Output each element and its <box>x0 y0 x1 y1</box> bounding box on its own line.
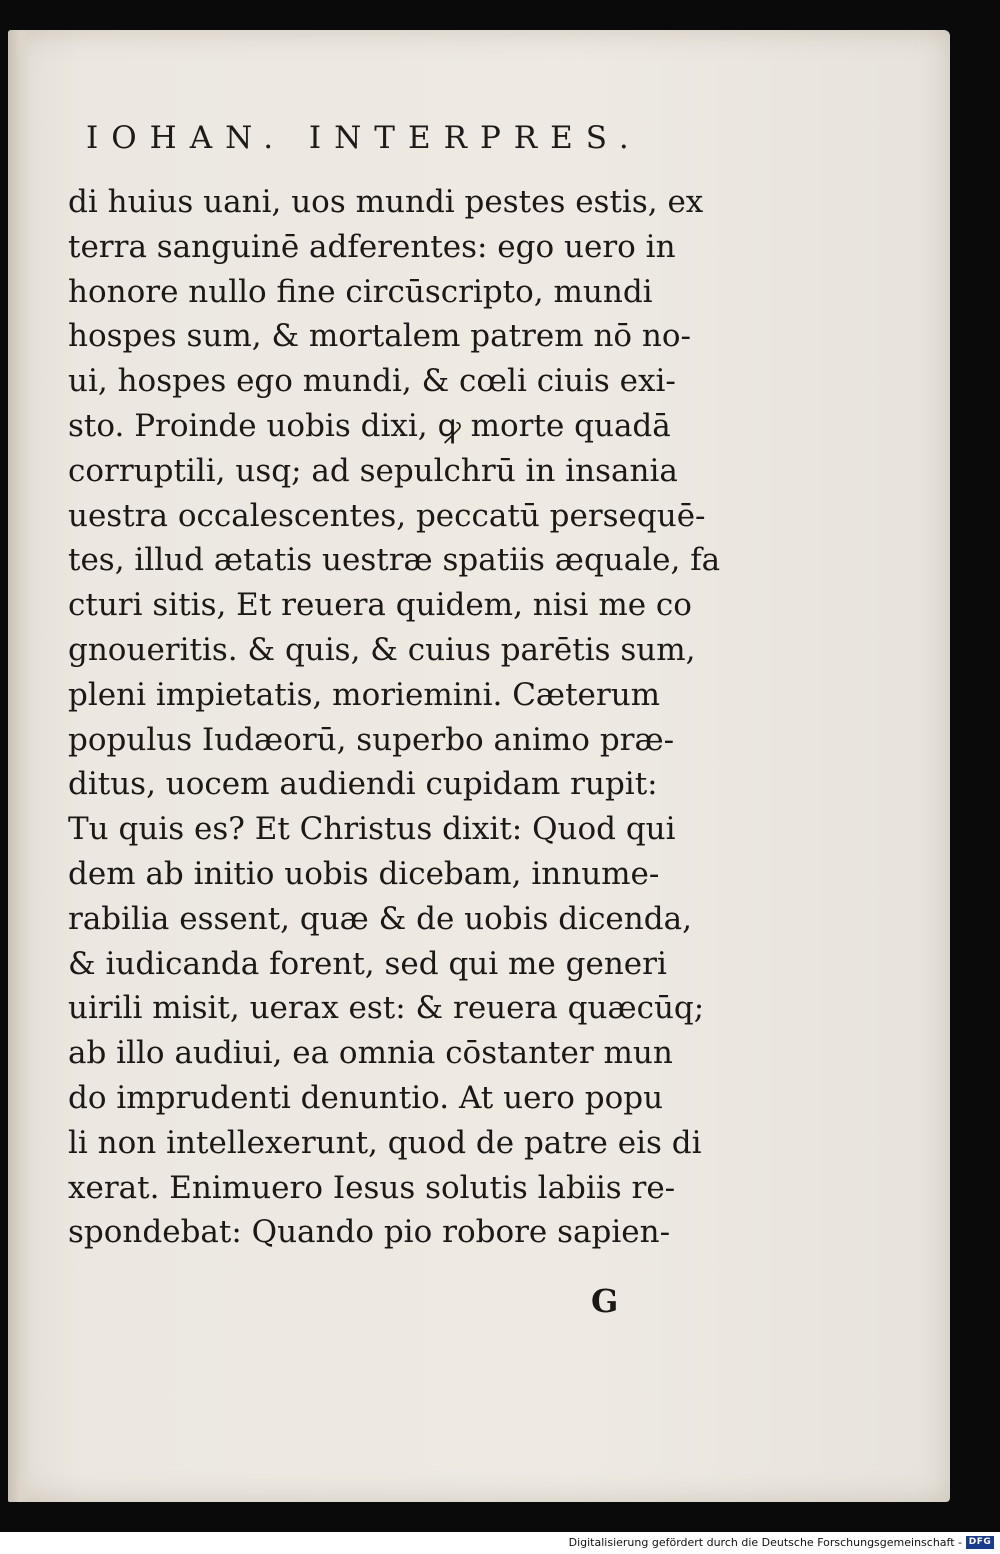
text-line: rabilia essent, quæ & de uobis dicenda, <box>68 900 692 937</box>
text-line: terra sanguinē adferentes: ego uero in <box>68 228 676 265</box>
running-head: IOHAN. INTERPRES. <box>86 120 642 156</box>
text-line: do imprudenti denuntio. At uero popu <box>68 1079 664 1116</box>
text-line: spondebat: Quando pio robore sapien- <box>68 1214 671 1251</box>
text-line: li non intellexerunt, quod de patre eis di <box>68 1124 702 1161</box>
text-line: uirili misit, uerax est: & reuera quæcūq; <box>68 990 705 1027</box>
text-line: corruptili, usq; ad sepulchrū in insania <box>68 452 678 489</box>
text-line: xerat. Enimuero Iesus solutis labiis re- <box>68 1169 676 1206</box>
book-page <box>8 30 950 1502</box>
text-line: dem ab initio uobis dicebam, innume- <box>68 855 660 892</box>
text-line: uestra occalescentes, peccatū persequē- <box>68 497 706 534</box>
page-gutter-edge <box>8 30 30 1502</box>
text-line: di huius uani, uos mundi pestes estis, ex <box>68 184 704 220</box>
text-line: ab illo audiui, ea omnia cōstanter mun <box>68 1035 673 1072</box>
text-line: sto. Proinde uobis dixi, ꝙ morte quadā <box>68 407 671 444</box>
footer-bar <box>0 1532 1000 1554</box>
text-line: gnoueritis. & quis, & cuius parētis sum, <box>68 631 696 668</box>
dfg-logo-icon: DFG <box>966 1536 994 1549</box>
text-line: hospes sum, & mortalem patrem nō no- <box>68 318 692 355</box>
text-line: ui, hospes ego mundi, & cœli ciuis exi- <box>68 363 676 400</box>
text-line: ditus, uocem audiendi cupidam rupit: <box>68 766 658 803</box>
signature-mark: G <box>591 1282 619 1320</box>
text-line: tes, illud ætatis uestræ spatiis æquale, fa <box>68 542 721 579</box>
text-line: & iudicanda forent, sed qui me generi <box>68 945 667 982</box>
text-line: Tu quis es? Et Christus dixit: Quod qui <box>68 811 676 848</box>
body-text <box>68 180 721 1255</box>
text-line: cturi sitis, Et reuera quidem, nisi me co <box>68 587 692 624</box>
text-line: honore nullo fine circūscripto, mundi <box>68 273 653 310</box>
text-line: pleni impietatis, moriemini. Cæterum <box>68 676 661 713</box>
funding-notice: Digitalisierung gefördert durch die Deutsche Forschungsgemeinschaft - <box>568 1536 962 1549</box>
text-line: populus Iudæorū, superbo animo præ- <box>68 721 675 758</box>
